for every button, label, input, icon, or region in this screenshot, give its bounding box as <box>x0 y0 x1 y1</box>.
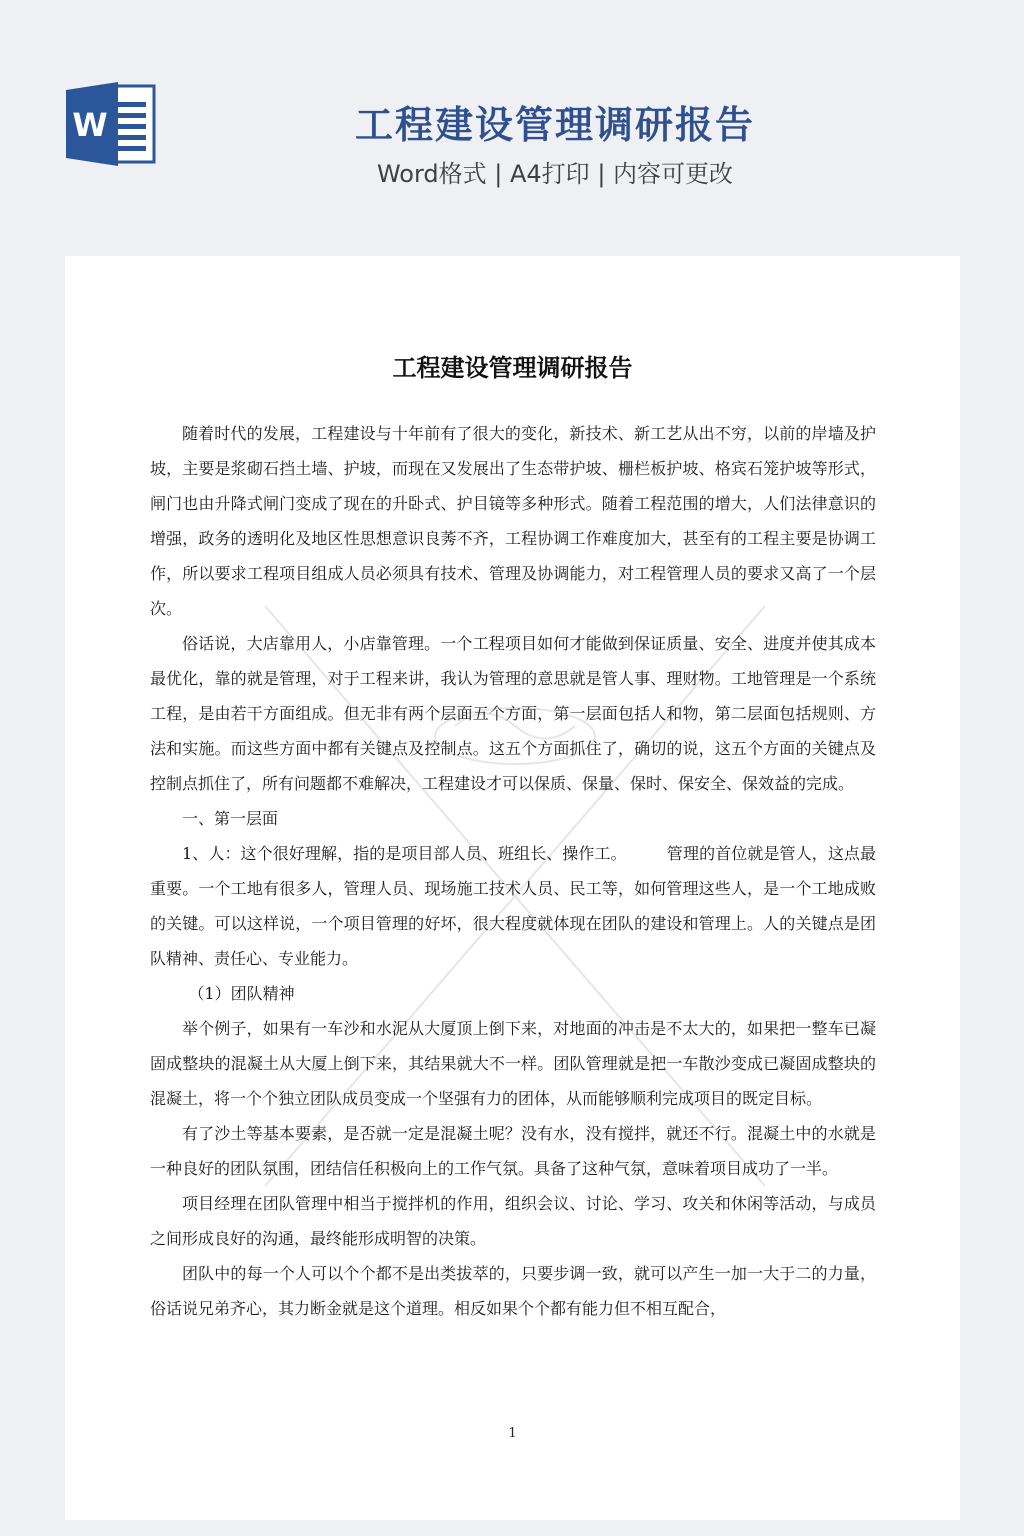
paragraph: 举个例子，如果有一车沙和水泥从大厦顶上倒下来，对地面的冲击是不太大的，如果把一整车已凝固成整块的混凝土从大厦上倒下来，其结果就大不一样。团队管理就是把一车散沙变成已凝固成整块的混凝土，将一个个独立团队成员变成一个坚强有力的团体，从而能够顺利完成项目的既定目标。 <box>150 1019 876 1108</box>
page-number: 1 <box>508 1426 517 1441</box>
paragraph: 有了沙土等基本要素，是否就一定是混凝土呢？没有水，没有搅拌，就还不行。混凝土中的水就是一种良好的团队氛围，团结信任积极向上的工作气氛。具备了这种气氛，意味着项目成功了一半。 <box>150 1124 876 1178</box>
document-body <box>150 416 876 1326</box>
header-title: 工程建设管理调研报告 <box>354 103 755 147</box>
paragraph: 随着时代的发展，工程建设与十年前有了很大的变化，新技术、新工艺从出不穷，以前的岸墙及护坡，主要是浆砌石挡土墙、护坡，而现在又发展出了生态带护坡、栅栏板护坡、格宾石笼护坡等形式，闸门也由升降式闸门变成了现在的升卧式、护目镜等多种形式。随着工程范围的增大，人们法律意识的增强，政务的透明化及地区性思想意识良莠不齐，工程协调工作难度加大，甚至有的工程主要是协调工作，所以要求工程项目组成人员必须具有技术、管理及协调能力，对工程管理人员的要求又高了一个层次。 <box>150 424 876 618</box>
header-subtitle: Word格式 | A4打印 | 内容可更改 <box>376 160 734 188</box>
section-heading: 一、第一层面 <box>182 809 279 828</box>
document-page <box>65 256 960 1520</box>
word-document-icon <box>66 82 156 166</box>
paragraph: 项目经理在团队管理中相当于搅拌机的作用，组织会议、讨论、学习、攻关和休闲等活动，与成员之间形成良好的沟通，最终能形成明智的决策。 <box>150 1194 876 1248</box>
document-title: 工程建设管理调研报告 <box>392 353 633 382</box>
subsection-heading: （1）团队精神 <box>188 984 295 1003</box>
paragraph: 俗话说，大店靠用人，小店靠管理。一个工程项目如何才能做到保证质量、安全、进度并使其成本最优化，靠的就是管理，对于工程来讲，我认为管理的意思就是管人事、理财物。工地管理是一个系统工程，是由若干方面组成。但无非有两个层面五个方面，第一层面包括人和物，第二层面包括规则、方法和实施。而这些方面中都有关键点及控制点。这五个方面抓住了，确切的说，这五个方面的关键点及控制点抓住了，所有问题都不难解决，工程建设才可以保质、保量、保时、保安全、保效益的完成。 <box>150 634 876 793</box>
paragraph: 1、人：这个很好理解，指的是项目部人员、班组长、操作工。 管理的首位就是管人，这点最重要。一个工地有很多人，管理人员、现场施工技术人员、民工等，如何管理这些人，是一个工地成败的关键。可以这样说，一个项目管理的好坏，很大程度就体现在团队的建设和管理上。人的关键点是团队精神、责任心、专业能力。 <box>150 844 876 968</box>
paragraph: 团队中的每一个人可以个个都不是出类拔萃的，只要步调一致，就可以产生一加一大于二的力量，俗话说兄弟齐心，其力断金就是这个道理。相反如果个个都有能力但不相互配合， <box>150 1264 876 1318</box>
logo-letter: W <box>72 106 108 144</box>
